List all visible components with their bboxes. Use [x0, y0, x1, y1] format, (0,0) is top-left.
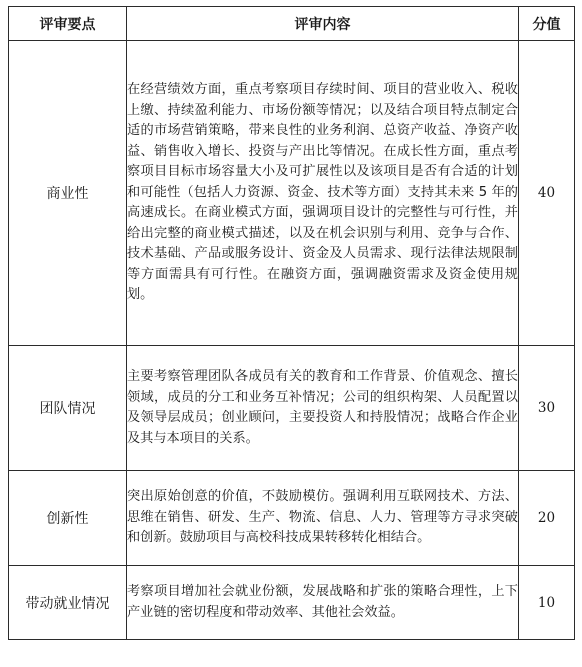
- row-point: 带动就业情况: [9, 566, 127, 640]
- row-point: 创新性: [9, 471, 127, 566]
- table-row: [9, 346, 575, 471]
- header-score: 分值: [519, 7, 575, 41]
- row-score: 20: [519, 471, 575, 566]
- header-evaluation-point: 评审要点: [9, 7, 127, 41]
- table-row: [9, 471, 575, 566]
- table-row: [9, 566, 575, 640]
- row-point: 团队情况: [9, 346, 127, 471]
- row-score: 40: [519, 41, 575, 346]
- row-score: 10: [519, 566, 575, 640]
- row-content: 主要考察管理团队各成员有关的教育和工作背景、价值观念、擅长领域，成员的分工和业务互补情况；公司的组织构架、人员配置以及领导层成员；创业顾问，主要投资人和持股情况；战略合作企业及其与本项目的关系。: [127, 346, 519, 471]
- row-content: 在经营绩效方面，重点考察项目存续时间、项目的营业收入、税收上缴、持续盈利能力、市场份额等情况；以及结合项目特点制定合适的市场营销策略，带来良性的业务利润、总资产收益、净资产收益、销售收入增长、投资与产出比等情况。在成长性方面，重点考察项目目标市场容量大小及可扩展性以及该项目是否有合适的计划和可能性（包括人力资源、资金、技术等方面）支持其未来 5 年的高速成长。在商业模式方面，强调项目设计的完整性与可行性，并给出完整的商业模式描述，以及在机会识别与利用、竞争与合作、技术基础、产品或服务设计、资金及人员需求、现行法律法规限制等方面需具有可行性。在融资方面，强调融资需求及资金使用规划。: [127, 41, 519, 346]
- row-score: 30: [519, 346, 575, 471]
- evaluation-table: [8, 6, 575, 640]
- row-point: 商业性: [9, 41, 127, 346]
- header-evaluation-content: 评审内容: [127, 7, 519, 41]
- table-header-row: [9, 7, 575, 41]
- table-row: [9, 41, 575, 346]
- row-content: 考察项目增加社会就业份额，发展战略和扩张的策略合理性，上下产业链的密切程度和带动效率、其他社会效益。: [127, 566, 519, 640]
- row-content: 突出原始创意的价值，不鼓励模仿。强调利用互联网技术、方法、思维在销售、研发、生产、物流、信息、人力、管理等方寻求突破和创新。鼓励项目与高校科技成果转移转化相结合。: [127, 471, 519, 566]
